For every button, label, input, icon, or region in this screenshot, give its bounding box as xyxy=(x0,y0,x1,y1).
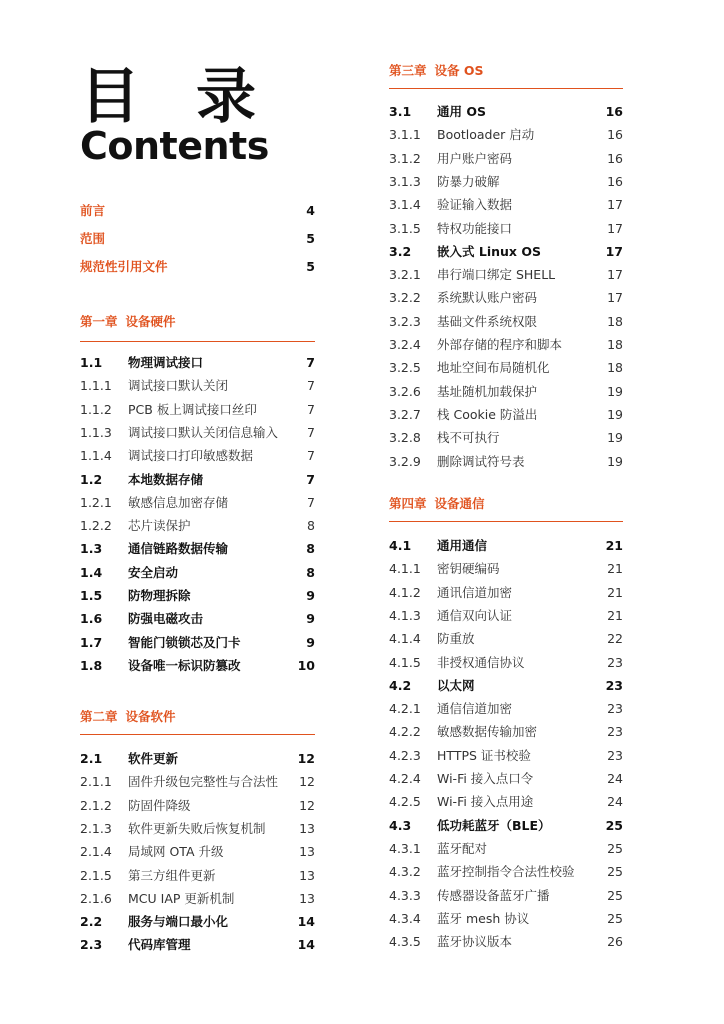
entry-number: 3.1.1 xyxy=(389,127,421,142)
entry-title: 代码库管理 xyxy=(128,937,191,952)
entry-page-number: 21 xyxy=(607,585,623,600)
entry-page-number: 19 xyxy=(607,430,623,445)
entry-title: 安全启动 xyxy=(128,565,179,580)
chapter-label: 第四章 xyxy=(389,496,427,511)
entry-title: 芯片读保护 xyxy=(128,518,191,533)
entry-page-number: 17 xyxy=(607,221,623,236)
entry-title: 通用 OS xyxy=(437,104,486,119)
entry-title: 通信信道加密 xyxy=(437,701,513,716)
entry-page-number: 21 xyxy=(607,608,623,623)
entry-number: 2.2 xyxy=(80,914,103,929)
entry-number: 4.3 xyxy=(389,818,412,833)
entry-page-number: 9 xyxy=(306,611,315,626)
entry-number: 3.2.9 xyxy=(389,454,421,469)
toc-section-entry[interactable] xyxy=(389,816,623,836)
chapter-label: 第三章 xyxy=(389,63,427,78)
toc-section-entry[interactable] xyxy=(80,470,315,490)
toc-subsection-entry[interactable] xyxy=(389,699,623,719)
entry-page-number: 22 xyxy=(607,631,623,646)
front-matter-item[interactable] xyxy=(80,201,315,221)
entry-number: 3.2.1 xyxy=(389,267,421,282)
entry-title: 调试接口默认关闭信息输入 xyxy=(128,425,279,440)
entry-page-number: 7 xyxy=(306,472,315,487)
chapter-label: 第二章 xyxy=(80,709,118,724)
chapter-heading[interactable] xyxy=(389,61,484,81)
toc-subsection-entry[interactable] xyxy=(389,862,623,882)
entry-title: 防暴力破解 xyxy=(437,174,500,189)
toc-subsection-entry[interactable] xyxy=(389,792,623,812)
entry-title: 用户账户密码 xyxy=(437,151,513,166)
entry-title: 蓝牙控制指令合法性校验 xyxy=(437,864,575,879)
entry-title: 防固件降级 xyxy=(128,798,191,813)
entry-title: 通信双向认证 xyxy=(437,608,513,623)
entry-title: 软件更新 xyxy=(128,751,179,766)
toc-section-entry[interactable] xyxy=(80,563,315,583)
chapter-name: 设备通信 xyxy=(434,496,485,511)
toc-subsection-entry[interactable] xyxy=(80,842,315,862)
entry-page-number: 7 xyxy=(307,448,315,463)
chapter-divider xyxy=(389,88,623,89)
entry-page-number: 19 xyxy=(607,384,623,399)
toc-section-entry[interactable] xyxy=(80,539,315,559)
entry-number: 3.2 xyxy=(389,244,412,259)
toc-subsection-entry[interactable] xyxy=(80,493,315,513)
entry-number: 3.2.3 xyxy=(389,314,421,329)
entry-title: 调试接口默认关闭 xyxy=(128,378,229,393)
entry-page-number: 24 xyxy=(607,771,623,786)
entry-page-number: 7 xyxy=(307,378,315,393)
entry-title: 第三方组件更新 xyxy=(128,868,216,883)
entry-title: 前言 xyxy=(80,203,106,218)
toc-subsection-entry[interactable] xyxy=(389,452,623,472)
entry-page-number: 23 xyxy=(607,701,623,716)
toc-subsection-entry[interactable] xyxy=(389,839,623,859)
entry-page-number: 26 xyxy=(607,934,623,949)
entry-title: 嵌入式 Linux OS xyxy=(437,244,541,259)
entry-title: 地址空间布局随机化 xyxy=(437,360,550,375)
entry-page-number: 17 xyxy=(607,290,623,305)
entry-title: 防重放 xyxy=(437,631,475,646)
entry-number: 4.3.1 xyxy=(389,841,421,856)
entry-number: 4.1.2 xyxy=(389,585,421,600)
chapter-heading[interactable] xyxy=(389,494,485,514)
front-matter-item[interactable] xyxy=(80,257,315,277)
toc-subsection-entry[interactable] xyxy=(389,722,623,742)
toc-subsection-entry[interactable] xyxy=(80,889,315,909)
entry-number: 1.2 xyxy=(80,472,103,487)
entry-page-number: 23 xyxy=(607,724,623,739)
entry-number: 4.1.5 xyxy=(389,655,421,670)
entry-title: 规范性引用文件 xyxy=(80,259,168,274)
toc-subsection-entry[interactable] xyxy=(80,423,315,443)
toc-subsection-entry[interactable] xyxy=(389,629,623,649)
entry-number: 4.2.5 xyxy=(389,794,421,809)
entry-number: 4.2.4 xyxy=(389,771,421,786)
toc-section-entry[interactable] xyxy=(389,242,623,262)
entry-number: 3.2.2 xyxy=(389,290,421,305)
entry-title: 验证输入数据 xyxy=(437,197,513,212)
entry-number: 4.1.4 xyxy=(389,631,421,646)
chapter-divider xyxy=(389,521,623,522)
entry-title: 服务与端口最小化 xyxy=(128,914,229,929)
entry-page-number: 16 xyxy=(607,151,623,166)
entry-number: 4.3.4 xyxy=(389,911,421,926)
entry-number: 3.2.8 xyxy=(389,430,421,445)
entry-number: 4.3.5 xyxy=(389,934,421,949)
entry-number: 2.3 xyxy=(80,937,103,952)
entry-title: Wi-Fi 接入点用途 xyxy=(437,794,534,809)
entry-number: 3.2.4 xyxy=(389,337,421,352)
toc-section-entry[interactable] xyxy=(80,656,315,676)
entry-page-number: 9 xyxy=(306,588,315,603)
toc-subsection-entry[interactable] xyxy=(389,335,623,355)
toc-subsection-entry[interactable] xyxy=(389,125,623,145)
toc-subsection-entry[interactable] xyxy=(389,405,623,425)
entry-page-number: 23 xyxy=(605,678,623,693)
toc-subsection-entry[interactable] xyxy=(80,400,315,420)
toc-subsection-entry[interactable] xyxy=(389,219,623,239)
entry-page-number: 18 xyxy=(607,314,623,329)
entry-title: MCU IAP 更新机制 xyxy=(128,891,235,906)
entry-number: 4.3.3 xyxy=(389,888,421,903)
toc-section-entry[interactable] xyxy=(80,935,315,955)
entry-page-number: 7 xyxy=(307,402,315,417)
entry-page-number: 21 xyxy=(605,538,623,553)
entry-number: 2.1.4 xyxy=(80,844,112,859)
entry-number: 4.1 xyxy=(389,538,412,553)
toc-subsection-entry[interactable] xyxy=(80,446,315,466)
entry-page-number: 7 xyxy=(306,355,315,370)
toc-section-entry[interactable] xyxy=(80,353,315,373)
entry-page-number: 16 xyxy=(607,127,623,142)
toc-subsection-entry[interactable] xyxy=(389,559,623,579)
entry-number: 4.2 xyxy=(389,678,412,693)
entry-number: 1.1.1 xyxy=(80,378,112,393)
toc-subsection-entry[interactable] xyxy=(389,265,623,285)
entry-number: 1.6 xyxy=(80,611,103,626)
entry-number: 2.1.6 xyxy=(80,891,112,906)
entry-number: 1.4 xyxy=(80,565,103,580)
chapter-heading[interactable] xyxy=(80,707,176,727)
entry-number: 3.2.7 xyxy=(389,407,421,422)
entry-number: 2.1.5 xyxy=(80,868,112,883)
toc-section-entry[interactable] xyxy=(80,609,315,629)
toc-subsection-entry[interactable] xyxy=(80,516,315,536)
entry-number: 4.1.1 xyxy=(389,561,421,576)
entry-page-number: 5 xyxy=(306,259,315,274)
entry-title: 通用通信 xyxy=(437,538,488,553)
entry-number: 3.1 xyxy=(389,104,412,119)
entry-page-number: 13 xyxy=(299,891,315,906)
chapter-name: 设备软件 xyxy=(125,709,176,724)
entry-page-number: 17 xyxy=(607,197,623,212)
entry-number: 2.1.1 xyxy=(80,774,112,789)
entry-title: 基址随机加载保护 xyxy=(437,384,538,399)
entry-title: 固件升级包完整性与合法性 xyxy=(128,774,279,789)
entry-number: 3.2.5 xyxy=(389,360,421,375)
entry-page-number: 8 xyxy=(307,518,315,533)
entry-page-number: 12 xyxy=(297,751,315,766)
entry-title: 局域网 OTA 升级 xyxy=(128,844,224,859)
toc-subsection-entry[interactable] xyxy=(389,909,623,929)
entry-title: 防物理拆除 xyxy=(128,588,191,603)
toc-section-entry[interactable] xyxy=(389,536,623,556)
entry-title: 物理调试接口 xyxy=(128,355,204,370)
toc-subsection-entry[interactable] xyxy=(80,819,315,839)
toc-subsection-entry[interactable] xyxy=(389,653,623,673)
entry-title: 外部存储的程序和脚本 xyxy=(437,337,563,352)
entry-number: 1.5 xyxy=(80,588,103,603)
entry-number: 3.1.3 xyxy=(389,174,421,189)
entry-number: 1.1.2 xyxy=(80,402,112,417)
entry-number: 2.1.3 xyxy=(80,821,112,836)
toc-subsection-entry[interactable] xyxy=(80,772,315,792)
entry-page-number: 14 xyxy=(297,937,315,952)
entry-page-number: 17 xyxy=(607,267,623,282)
entry-page-number: 17 xyxy=(605,244,623,259)
entry-title: 非授权通信协议 xyxy=(437,655,525,670)
page-title-english: Contents xyxy=(80,124,269,168)
entry-number: 1.3 xyxy=(80,541,103,556)
entry-title: 蓝牙协议版本 xyxy=(437,934,513,949)
entry-title: 密钥硬编码 xyxy=(437,561,500,576)
entry-title: 调试接口打印敏感数据 xyxy=(128,448,254,463)
toc-subsection-entry[interactable] xyxy=(389,288,623,308)
entry-number: 4.2.2 xyxy=(389,724,421,739)
entry-title: 敏感信息加密存储 xyxy=(128,495,229,510)
entry-title: 智能门锁锁芯及门卡 xyxy=(128,635,241,650)
entry-title: 以太网 xyxy=(437,678,475,693)
toc-subsection-entry[interactable] xyxy=(389,769,623,789)
entry-page-number: 13 xyxy=(299,844,315,859)
entry-number: 3.1.4 xyxy=(389,197,421,212)
toc-subsection-entry[interactable] xyxy=(389,382,623,402)
entry-number: 1.8 xyxy=(80,658,103,673)
entry-number: 1.2.1 xyxy=(80,495,112,510)
entry-title: 删除调试符号表 xyxy=(437,454,525,469)
toc-subsection-entry[interactable] xyxy=(389,932,623,952)
entry-page-number: 18 xyxy=(607,337,623,352)
chapter-label: 第一章 xyxy=(80,314,118,329)
entry-page-number: 16 xyxy=(605,104,623,119)
toc-section-entry[interactable] xyxy=(80,912,315,932)
entry-title: 敏感数据传输加密 xyxy=(437,724,538,739)
entry-title: 防强电磁攻击 xyxy=(128,611,204,626)
entry-number: 3.2.6 xyxy=(389,384,421,399)
entry-page-number: 19 xyxy=(607,407,623,422)
front-matter-item[interactable] xyxy=(80,229,315,249)
entry-number: 4.2.1 xyxy=(389,701,421,716)
entry-page-number: 18 xyxy=(607,360,623,375)
entry-number: 3.1.2 xyxy=(389,151,421,166)
entry-title: 特权功能接口 xyxy=(437,221,513,236)
entry-number: 1.1.3 xyxy=(80,425,112,440)
entry-page-number: 23 xyxy=(607,655,623,670)
toc-subsection-entry[interactable] xyxy=(389,312,623,332)
entry-number: 4.1.3 xyxy=(389,608,421,623)
entry-page-number: 25 xyxy=(607,841,623,856)
entry-title: Wi-Fi 接入点口令 xyxy=(437,771,534,786)
entry-page-number: 12 xyxy=(299,774,315,789)
toc-subsection-entry[interactable] xyxy=(389,149,623,169)
title-char-1: 目 xyxy=(80,62,140,132)
chapter-divider xyxy=(80,734,315,735)
toc-section-entry[interactable] xyxy=(389,102,623,122)
entry-number: 3.1.5 xyxy=(389,221,421,236)
entry-page-number: 23 xyxy=(607,748,623,763)
entry-page-number: 19 xyxy=(607,454,623,469)
chapter-divider xyxy=(80,341,315,342)
entry-number: 2.1.2 xyxy=(80,798,112,813)
entry-page-number: 10 xyxy=(297,658,315,673)
page-title-chinese xyxy=(80,62,260,132)
toc-subsection-entry[interactable] xyxy=(389,172,623,192)
entry-title: 蓝牙 mesh 协议 xyxy=(437,911,530,926)
entry-page-number: 25 xyxy=(605,818,623,833)
entry-title: PCB 板上调试接口丝印 xyxy=(128,402,257,417)
entry-page-number: 25 xyxy=(607,864,623,879)
entry-number: 1.7 xyxy=(80,635,103,650)
toc-subsection-entry[interactable] xyxy=(80,796,315,816)
chapter-name: 设备硬件 xyxy=(125,314,176,329)
entry-title: 本地数据存储 xyxy=(128,472,204,487)
entry-page-number: 13 xyxy=(299,821,315,836)
entry-title: 系统默认账户密码 xyxy=(437,290,538,305)
entry-page-number: 16 xyxy=(607,174,623,189)
entry-title: 栈 Cookie 防溢出 xyxy=(437,407,538,422)
entry-title: 传感器设备蓝牙广播 xyxy=(437,888,550,903)
entry-page-number: 7 xyxy=(307,425,315,440)
entry-page-number: 4 xyxy=(306,203,315,218)
chapter-heading[interactable] xyxy=(80,312,176,332)
entry-title: Bootloader 启动 xyxy=(437,127,535,142)
entry-number: 2.1 xyxy=(80,751,103,766)
entry-number: 1.2.2 xyxy=(80,518,112,533)
toc-subsection-entry[interactable] xyxy=(389,746,623,766)
toc-section-entry[interactable] xyxy=(389,676,623,696)
entry-page-number: 25 xyxy=(607,888,623,903)
toc-subsection-entry[interactable] xyxy=(389,358,623,378)
entry-page-number: 9 xyxy=(306,635,315,650)
entry-number: 4.3.2 xyxy=(389,864,421,879)
entry-number: 1.1.4 xyxy=(80,448,112,463)
entry-title: 通信链路数据传输 xyxy=(128,541,229,556)
entry-title: 通讯信道加密 xyxy=(437,585,513,600)
entry-title: 栈不可执行 xyxy=(437,430,500,445)
entry-title: 蓝牙配对 xyxy=(437,841,488,856)
entry-page-number: 14 xyxy=(297,914,315,929)
toc-subsection-entry[interactable] xyxy=(389,195,623,215)
entry-page-number: 8 xyxy=(306,565,315,580)
entry-number: 1.1 xyxy=(80,355,103,370)
entry-page-number: 24 xyxy=(607,794,623,809)
entry-page-number: 5 xyxy=(306,231,315,246)
toc-section-entry[interactable] xyxy=(80,633,315,653)
toc-subsection-entry[interactable] xyxy=(389,428,623,448)
entry-title: 低功耗蓝牙（BLE） xyxy=(437,818,551,833)
toc-subsection-entry[interactable] xyxy=(389,606,623,626)
entry-title: 基础文件系统权限 xyxy=(437,314,538,329)
entry-page-number: 7 xyxy=(307,495,315,510)
entry-number: 4.2.3 xyxy=(389,748,421,763)
chapter-name: 设备 OS xyxy=(434,63,484,78)
toc-subsection-entry[interactable] xyxy=(389,583,623,603)
entry-page-number: 8 xyxy=(306,541,315,556)
entry-title: HTTPS 证书校验 xyxy=(437,748,531,763)
entry-page-number: 21 xyxy=(607,561,623,576)
toc-subsection-entry[interactable] xyxy=(389,886,623,906)
toc-subsection-entry[interactable] xyxy=(80,866,315,886)
entry-title: 设备唯一标识防篡改 xyxy=(128,658,241,673)
toc-section-entry[interactable] xyxy=(80,749,315,769)
toc-section-entry[interactable] xyxy=(80,586,315,606)
entry-title: 范围 xyxy=(80,231,106,246)
entry-page-number: 12 xyxy=(299,798,315,813)
entry-page-number: 13 xyxy=(299,868,315,883)
title-char-2: 录 xyxy=(196,62,256,132)
entry-title: 串行端口绑定 SHELL xyxy=(437,267,556,282)
entry-page-number: 25 xyxy=(607,911,623,926)
entry-title: 软件更新失败后恢复机制 xyxy=(128,821,266,836)
toc-subsection-entry[interactable] xyxy=(80,376,315,396)
